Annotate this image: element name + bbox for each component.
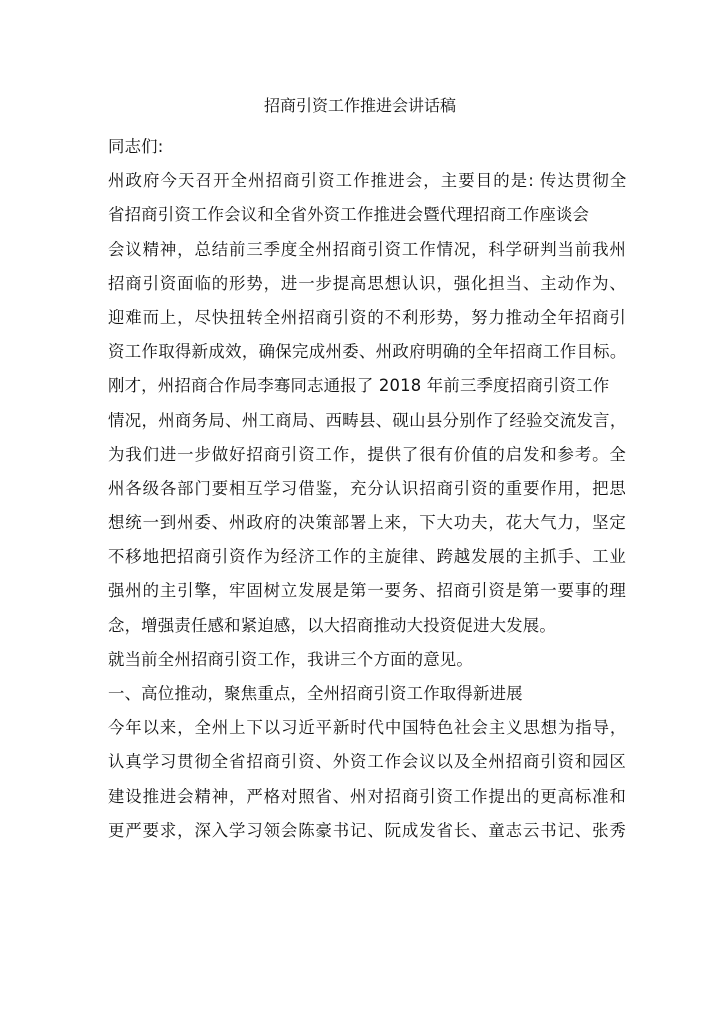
text-line: 今年以来，全州上下以习近平新时代中国特色社会主义思想为指导，	[108, 718, 626, 738]
text-line: 情况，州商务局、州工商局、西畴县、砚山县分别作了经验交流发言，	[108, 410, 626, 430]
text-line: 省招商引资工作会议和全省外资工作推进会暨代理招商工作座谈会	[108, 205, 590, 225]
text-line: 资工作取得新成效，确保完成州委、州政府明确的全年招商工作目标。	[108, 342, 626, 362]
text-line: 就当前全州招商引资工作，我讲三个方面的意见。	[108, 649, 473, 669]
text-line: 更严要求，深入学习领会陈豪书记、阮成发省长、童志云书记、张秀	[108, 820, 626, 840]
text-line: 想统一到州委、州政府的决策部署上来，下大功夫，花大气力，坚定	[108, 513, 626, 533]
text-line: 州政府今天召开全州招商引资工作推进会，主要目的是: 传达贯彻全	[108, 171, 626, 191]
text-line: 建设推进会精神，严格对照省、州对招商引资工作提出的更高标准和	[108, 786, 626, 806]
text-line: 刚才，州招商合作局李骞同志通报了 2018 年前三季度招商引资工作	[108, 376, 610, 396]
text-line: 念，增强责任感和紧迫感，以大招商推动大投资促进大发展。	[108, 615, 556, 635]
text-line: 认真学习贯彻全省招商引资、外资工作会议以及全州招商引资和园区	[108, 752, 626, 772]
text-line: 会议精神，总结前三季度全州招商引资工作情况，科学研判当前我州	[108, 239, 626, 259]
text-line: 不移地把招商引资作为经济工作的主旋律、跨越发展的主抓手、工业	[108, 547, 626, 567]
text-line: 迎难而上，尽快扭转全州招商引资的不利形势，努力推动全年招商引	[108, 307, 626, 327]
text-line: 为我们进一步做好招商引资工作，提供了很有价值的启发和参考。全	[108, 444, 626, 464]
text-line: 强州的主引擎，牢固树立发展是第一要务、招商引资是第一要事的理	[108, 581, 626, 601]
text-line: 州各级各部门要相互学习借鉴，充分认识招商引资的重要作用，把思	[108, 478, 626, 498]
text-line: 招商引资面临的形势，进一步提高思想认识，强化担当、主动作为、	[108, 273, 626, 293]
text-line-salutation: 同志们:	[108, 137, 164, 156]
document-body	[108, 130, 626, 848]
section-heading: 一、高位推动，聚焦重点，全州招商引资工作取得新进展	[108, 684, 523, 703]
document-title: 招商引资工作推进会讲话稿	[263, 96, 456, 115]
